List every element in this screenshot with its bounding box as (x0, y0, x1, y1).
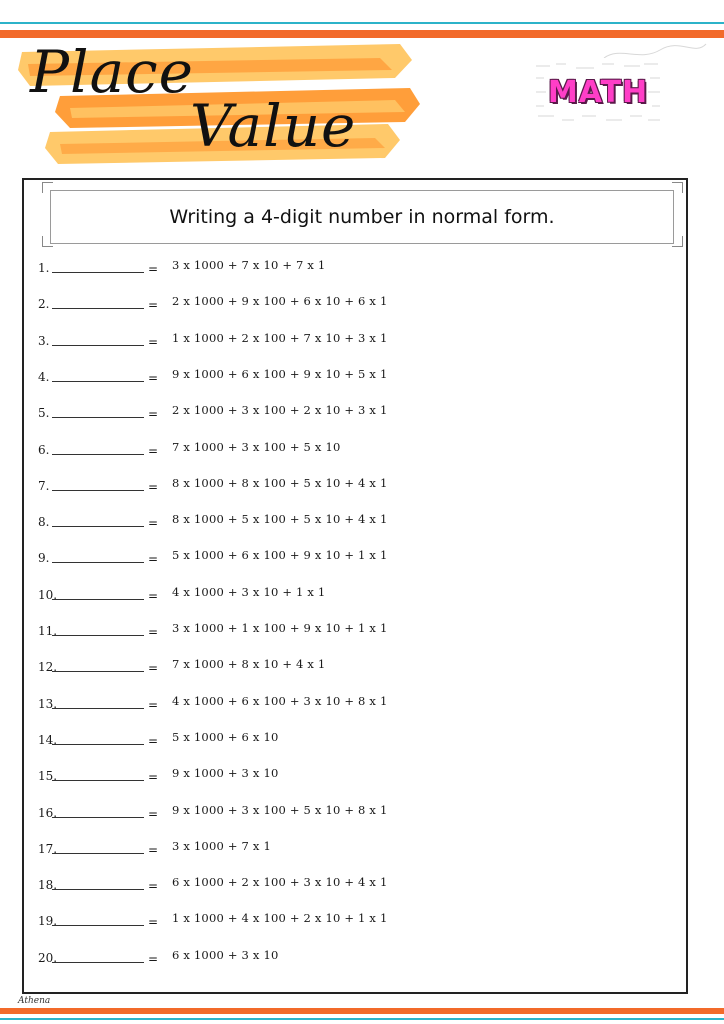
equals-sign: = (148, 407, 159, 422)
answer-blank[interactable] (52, 671, 144, 672)
expanded-form-expression: 1 x 1000 + 2 x 100 + 7 x 10 + 3 x 1 (172, 330, 388, 345)
expanded-form-expression: 6 x 1000 + 3 x 10 (172, 947, 279, 962)
problem-row (38, 621, 638, 641)
problem-row (38, 839, 638, 859)
problem-number: 17. (38, 841, 58, 856)
problem-row (38, 948, 638, 968)
expanded-form-expression: 1 x 1000 + 4 x 100 + 2 x 10 + 1 x 1 (172, 911, 388, 926)
equals-sign: = (148, 733, 159, 748)
expanded-form-expression: 2 x 1000 + 9 x 100 + 6 x 10 + 6 x 1 (172, 294, 388, 309)
expanded-form-expression: 5 x 1000 + 6 x 10 (172, 729, 279, 744)
equals-sign: = (148, 516, 159, 531)
expanded-form-expression: 4 x 1000 + 3 x 10 + 1 x 1 (172, 584, 326, 599)
expanded-form-expression: 7 x 1000 + 3 x 100 + 5 x 10 (172, 439, 341, 454)
expanded-form-expression: 7 x 1000 + 8 x 10 + 4 x 1 (172, 657, 326, 672)
equals-sign: = (148, 370, 159, 385)
problem-number: 14. (38, 732, 58, 747)
problem-number: 13. (38, 696, 58, 711)
problem-number: 10. (38, 587, 58, 602)
bottom-orange-stripe (0, 1008, 724, 1014)
corner-br (672, 236, 683, 247)
answer-blank[interactable] (52, 417, 144, 418)
answer-blank[interactable] (52, 345, 144, 346)
answer-blank[interactable] (52, 599, 144, 600)
equals-sign: = (148, 262, 159, 276)
corner-bl (42, 236, 53, 247)
answer-blank[interactable] (52, 526, 144, 527)
problem-row (38, 803, 638, 823)
equals-sign: = (148, 770, 159, 785)
title-value: Value (190, 92, 357, 160)
answer-blank[interactable] (52, 272, 144, 273)
expanded-form-expression: 2 x 1000 + 3 x 100 + 2 x 10 + 3 x 1 (172, 403, 388, 418)
expanded-form-expression: 3 x 1000 + 1 x 100 + 9 x 10 + 1 x 1 (172, 621, 388, 635)
problem-row (38, 766, 638, 786)
instruction-box (50, 190, 674, 244)
answer-blank[interactable] (52, 962, 144, 963)
answer-blank[interactable] (52, 925, 144, 926)
problem-number: 5. (38, 406, 50, 421)
problem-row (38, 476, 638, 496)
footer-signature: Athena (18, 996, 51, 1006)
equals-sign: = (148, 443, 159, 458)
problem-number: 1. (38, 261, 50, 275)
problem-row (38, 512, 638, 532)
answer-blank[interactable] (52, 308, 144, 309)
equals-sign: = (148, 625, 159, 639)
answer-blank[interactable] (52, 780, 144, 781)
problem-number: 8. (38, 515, 50, 530)
answer-blank[interactable] (52, 708, 144, 709)
problem-row (38, 258, 638, 278)
problem-row (38, 294, 638, 314)
problem-number: 7. (38, 478, 50, 493)
equals-sign: = (148, 334, 159, 349)
problem-number: 11. (38, 624, 58, 638)
problem-number: 16. (38, 805, 58, 820)
problem-row (38, 585, 638, 605)
answer-blank[interactable] (52, 889, 144, 890)
equals-sign: = (148, 479, 159, 494)
expanded-form-expression: 3 x 1000 + 7 x 1 (172, 838, 271, 853)
corner-tl (42, 182, 53, 193)
expanded-form-expression: 6 x 1000 + 2 x 100 + 3 x 10 + 4 x 1 (172, 875, 388, 890)
expanded-form-expression: 8 x 1000 + 8 x 100 + 5 x 10 + 4 x 1 (172, 475, 388, 490)
expanded-form-expression: 5 x 1000 + 6 x 100 + 9 x 10 + 1 x 1 (172, 548, 388, 563)
corner-tr (672, 182, 683, 193)
equals-sign: = (148, 915, 159, 930)
problem-number: 12. (38, 660, 58, 675)
expanded-form-expression: 9 x 1000 + 3 x 100 + 5 x 10 + 8 x 1 (172, 802, 388, 817)
answer-blank[interactable] (52, 490, 144, 491)
expanded-form-expression: 3 x 1000 + 7 x 10 + 7 x 1 (172, 258, 326, 272)
problem-row (38, 694, 638, 714)
problem-row (38, 548, 638, 568)
answer-blank[interactable] (52, 635, 144, 636)
problem-row (38, 875, 638, 895)
problem-number: 6. (38, 442, 50, 457)
equals-sign: = (148, 661, 159, 676)
problem-row (38, 440, 638, 460)
equals-sign: = (148, 588, 159, 603)
equals-sign: = (148, 879, 159, 894)
problem-row (38, 331, 638, 351)
expanded-form-expression: 8 x 1000 + 5 x 100 + 5 x 10 + 4 x 1 (172, 512, 388, 527)
answer-blank[interactable] (52, 744, 144, 745)
problem-row (38, 657, 638, 677)
problem-number: 18. (38, 878, 58, 893)
equals-sign: = (148, 842, 159, 857)
problem-number: 4. (38, 369, 50, 384)
answer-blank[interactable] (52, 454, 144, 455)
problem-number: 3. (38, 333, 50, 348)
problem-row (38, 911, 638, 931)
math-badge-text: MATH (547, 74, 649, 110)
title-place: Place (30, 38, 194, 106)
equals-sign: = (148, 697, 159, 712)
problem-number: 9. (38, 551, 50, 566)
equals-sign: = (148, 951, 159, 966)
problem-number: 2. (38, 297, 50, 312)
problem-row (38, 367, 638, 387)
problem-number: 19. (38, 914, 58, 929)
equals-sign: = (148, 806, 159, 821)
answer-blank[interactable] (52, 853, 144, 854)
bottom-teal-line (0, 1018, 724, 1020)
expanded-form-expression: 4 x 1000 + 6 x 100 + 3 x 10 + 8 x 1 (172, 693, 388, 708)
answer-blank[interactable] (52, 381, 144, 382)
problem-row (38, 730, 638, 750)
expanded-form-expression: 9 x 1000 + 6 x 100 + 9 x 10 + 5 x 1 (172, 366, 388, 381)
problem-number: 15. (38, 769, 58, 784)
equals-sign: = (148, 552, 159, 567)
answer-blank[interactable] (52, 562, 144, 563)
problem-number: 20. (38, 950, 58, 965)
answer-blank[interactable] (52, 817, 144, 818)
expanded-form-expression: 9 x 1000 + 3 x 10 (172, 766, 279, 781)
equals-sign: = (148, 298, 159, 313)
instruction-text: Writing a 4-digit number in normal form. (169, 206, 555, 228)
problem-row (38, 403, 638, 423)
